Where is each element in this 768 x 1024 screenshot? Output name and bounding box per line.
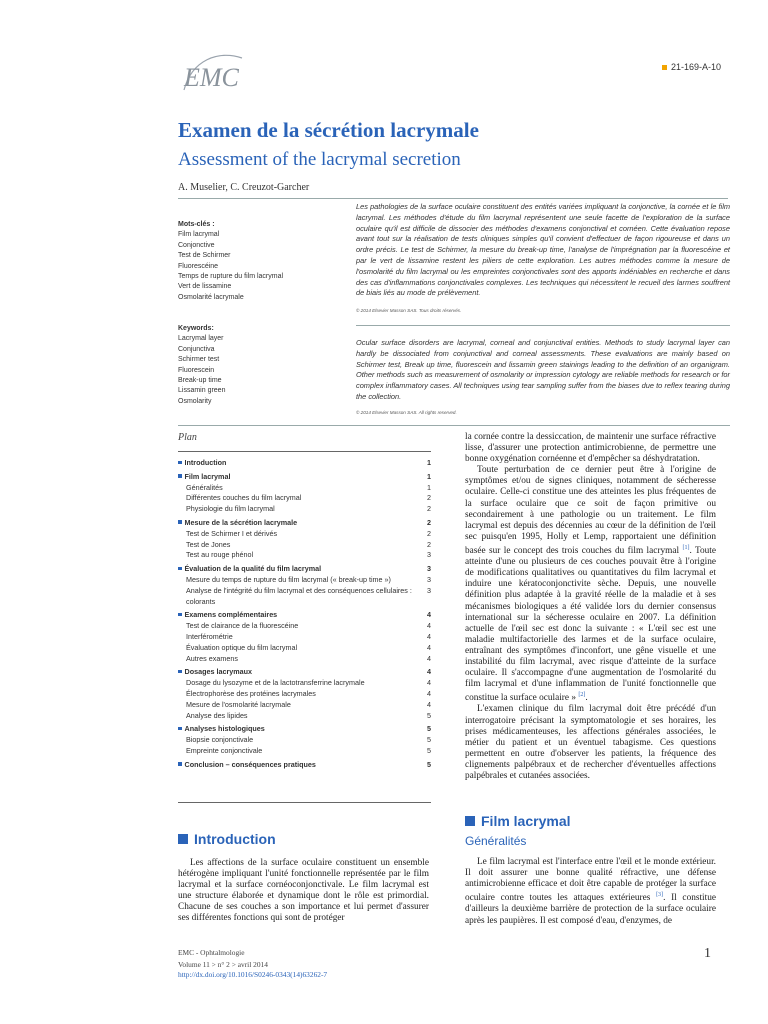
toc-label: Physiologie du film lacrymal — [186, 504, 275, 514]
toc-section-entry[interactable] — [178, 610, 431, 621]
toc-section-entry[interactable] — [178, 518, 431, 529]
plan-top-rule — [178, 451, 431, 452]
toc-label: Analyses histologiques — [178, 724, 265, 735]
keyword-item: Break-up time — [178, 377, 222, 385]
paragraph-text: . Toute atteinte d'une ou plusieurs de ces couches pouvait être à l'origine de modifications qualitatives ou quantitatives du film lacrymal et induire une kératoconjonctivite sèche. Depuis, une nouvelle définition plus adaptée à la gravité réelle de la maladie et à ses mécanismes biologiques a été validée lors du dernier consensus international sur la sécheresse oculaire en 2007. La définition actuelle de l'œil sec est donc la suivante : « L'œil sec est une maladie multifactorielle des larmes et de la surface oculaire, entraînant des symptômes d'inconfort, une gêne visuelle et une instabilité du film lacrymal, avec risque d'atteinte de la surface oculaire. Il s'accompagne d'une augmentation de l'osmolarité du film lacrymal et d'une inflammation de l'unité fonctionnelle que constitue la surface oculaire » — [465, 546, 717, 704]
keyword-item: Conjunctiva — [178, 345, 215, 353]
toc-page-number: 1 — [427, 482, 431, 492]
table-of-contents — [178, 458, 431, 771]
keywords-en-heading: Keywords: — [178, 325, 214, 332]
toc-section-entry[interactable] — [178, 458, 431, 469]
toc-section-entry[interactable] — [178, 564, 431, 575]
keyword-item: Fluorescéine — [178, 262, 219, 270]
toc-subsection-entry[interactable] — [178, 504, 431, 515]
toc-label: Conclusion – conséquences pratiques — [178, 760, 316, 771]
toc-subsection-entry[interactable] — [178, 700, 431, 711]
section-square-icon — [178, 834, 188, 844]
toc-page-number: 2 — [427, 517, 431, 527]
toc-page-number: 3 — [427, 585, 431, 595]
header-divider — [178, 198, 728, 199]
paragraph-text: . — [585, 693, 588, 704]
film-lacrymal-heading — [465, 813, 571, 829]
keywords-fr-heading: Mots-clés : — [178, 221, 215, 228]
paragraph-text: Toute perturbation de ce dernier peut être à l'origine de symptômes et/ou de signes cliniques, notamment de sécheresse oculaire. Celle-ci constitue une des atteintes les plus fréquentes de la surface oculaire que ce soit de façon primitive ou secondairement à une pathologie ou un traitement. Le film lacrymal est depuis des décennies au cœur de la définition de l'œil sec puisqu'en 1995, Holly et Lemp, rapportaient une définition basée sur le concept des trois couches du film lacrymal — [465, 465, 716, 557]
toc-subsection-entry[interactable] — [178, 632, 431, 643]
emc-logo — [178, 50, 248, 98]
logo-text: EMC — [184, 63, 239, 92]
keyword-item: Osmolarité lacrymale — [178, 293, 244, 301]
page-number: 1 — [704, 946, 711, 961]
toc-section-entry[interactable] — [178, 724, 431, 735]
toc-label: Évaluation optique du film lacrymal — [186, 642, 298, 652]
toc-page-number: 4 — [427, 610, 431, 620]
toc-page-number: 1 — [427, 458, 431, 467]
toc-label: Film lacrymal — [178, 472, 230, 483]
toc-page-number: 4 — [427, 631, 431, 641]
toc-subsection-entry[interactable] — [178, 711, 431, 722]
film-lacrymal-heading-text: Film lacrymal — [481, 813, 571, 829]
citation-link[interactable]: [1] — [682, 544, 690, 551]
toc-page-number: 4 — [427, 653, 431, 663]
toc-page-number: 4 — [427, 621, 431, 631]
toc-subsection-entry[interactable] — [178, 493, 431, 504]
plan-bottom-rule — [178, 802, 431, 803]
abstract-divider — [356, 325, 730, 326]
toc-subsection-entry[interactable] — [178, 575, 431, 586]
generalites-heading: Généralités — [465, 834, 527, 848]
toc-page-number: 2 — [427, 504, 431, 514]
toc-subsection-entry[interactable] — [178, 621, 431, 632]
toc-label: Mesure de l'osmolarité lacrymale — [186, 699, 291, 709]
plan-title: Plan — [178, 432, 197, 443]
right-column-text — [465, 432, 716, 782]
toc-page-number: 5 — [427, 759, 431, 769]
footer — [178, 948, 327, 979]
toc-page-number: 4 — [427, 642, 431, 652]
toc-page-number: 3 — [427, 550, 431, 560]
journal-name: EMC - Ophtalmologie — [178, 948, 245, 957]
toc-subsection-entry[interactable] — [178, 483, 431, 494]
citation-link[interactable]: [2] — [578, 692, 586, 699]
toc-label: Autres examens — [186, 653, 238, 663]
toc-label: Test au rouge phénol — [186, 550, 254, 560]
introduction-heading — [178, 831, 276, 847]
keyword-item: Test de Schirmer — [178, 252, 231, 260]
doi-link[interactable]: http://dx.doi.org/10.1016/S0246-0343(14)63262-7 — [178, 969, 328, 979]
toc-page-number: 4 — [427, 667, 431, 677]
toc-page-number: 2 — [427, 528, 431, 538]
abstract-bottom-divider — [178, 425, 730, 426]
copyright-fr: © 2014 Elsevier Masson SAS. Tous droits réservés. — [356, 308, 462, 313]
keyword-item: Schirmer test — [178, 356, 220, 364]
paragraph-text: . Il constitue d'ailleurs la deuxième barrière de protection de la surface oculaire après les paupières. Il est composé d'eau, d'enzymes, de — [465, 893, 717, 926]
keyword-item: Vert de lissamine — [178, 283, 232, 291]
toc-label: Introduction — [178, 458, 226, 469]
toc-page-number: 4 — [427, 688, 431, 698]
keyword-item: Lacrymal layer — [178, 335, 224, 343]
toc-label: Test de clairance de la fluorescéine — [186, 621, 299, 631]
paragraph: L'examen clinique du film lacrymal doit être précédé d'un interrogatoire précisant la symptomatologie et ses horaires, les prises médicamenteuses, les affections générales associées, le métier du patient et un éventuel tabagisme. Ces questions permettent en outre d'observer les patients, la fréquence des clignements palpébraux et de rechercher d'éventuelles affections palpébrales et cutanées associées. — [465, 704, 716, 781]
volume-info: Volume 11 > n° 2 > avril 2014 — [178, 960, 268, 970]
generalites-body — [465, 857, 716, 927]
section-square-icon — [465, 816, 475, 826]
toc-label: Différentes couches du film lacrymal — [186, 493, 302, 503]
reference-square-icon — [662, 65, 667, 70]
introduction-body — [178, 858, 429, 925]
toc-subsection-entry[interactable] — [178, 689, 431, 700]
keyword-item: Osmolarity — [178, 397, 212, 405]
authors: A. Muselier, C. Creuzot-Garcher — [178, 182, 310, 193]
toc-page-number: 4 — [427, 678, 431, 688]
keyword-item: Lissamin green — [178, 387, 226, 395]
toc-page-number: 1 — [427, 471, 431, 481]
article-reference — [662, 62, 721, 72]
toc-label: Test de Jones — [186, 539, 231, 549]
abstract-fr: Les pathologies de la surface oculaire constituent des entités variées impliquant la conjonctive, la cornée et le film lacrymal. Les méthodes d'étude du film lacrymal représentent une seule facette de l'exploration de la surface oculaire qu'il est difficile de dissocier des méthodes d'examens conjonctival et cornéen. Cette évaluation repose avant tout sur la réalisation de tests cliniques simples qu'il convient d'effectuer de façon rigoureuse et dans un ordre précis. Le test de Schirmer, la mesure du break-up time, l'analyse de l'imprégnation par la fluorescéine et par le vert de lissamine restent les piliers de cette exploration. Les autres méthodes comme la mesure de l'osmolarité du film lacrymal ou les empreintes conjonctivales sont des apports indéniables en recherche et dans des cas d'inflammations conjonctivales complexes. Les techniques qui nécessitent le recueil des larmes souffrent de biais liés au mode de prélèvement. — [356, 202, 730, 298]
toc-page-number: 2 — [427, 493, 431, 503]
toc-subsection-entry[interactable] — [178, 540, 431, 551]
toc-page-number: 2 — [427, 539, 431, 549]
toc-label: Évaluation de la qualité du film lacrymal — [178, 564, 321, 575]
toc-label: Interférométrie — [186, 631, 233, 641]
citation-link[interactable]: [3] — [656, 892, 664, 899]
toc-label: Analyse des lipides — [186, 710, 248, 720]
keyword-item: Temps de rupture du film lacrymal — [178, 273, 284, 281]
toc-page-number: 4 — [427, 699, 431, 709]
toc-label: Analyse de l'intégrité du film lacrymal et des conséquences cellulaires : colorants — [186, 585, 412, 606]
toc-label: Électrophorèse des protéines lacrymales — [186, 688, 316, 698]
toc-label: Test de Schirmer I et dérivés — [186, 528, 278, 538]
article-subtitle: Assessment of the lacrymal secretion — [178, 149, 461, 170]
toc-subsection-entry[interactable] — [178, 643, 431, 654]
keywords-fr — [178, 220, 338, 303]
article-title: Examen de la sécrétion lacrymale — [178, 118, 479, 142]
toc-page-number: 5 — [427, 745, 431, 755]
toc-subsection-entry[interactable] — [178, 550, 431, 561]
paragraph — [465, 465, 716, 704]
keywords-en — [178, 324, 338, 407]
toc-label: Mesure du temps de rupture du film lacrymal (« break-up time ») — [186, 574, 391, 584]
toc-page-number: 3 — [427, 564, 431, 574]
toc-label: Généralités — [186, 482, 223, 492]
introduction-heading-text: Introduction — [194, 831, 276, 847]
toc-label: Dosage du lysozyme et de la lactotransferrine lacrymale — [186, 678, 365, 688]
toc-subsection-entry[interactable] — [178, 735, 431, 746]
toc-page-number: 5 — [427, 724, 431, 734]
keyword-item: Fluorescein — [178, 366, 215, 374]
toc-subsection-entry[interactable] — [178, 746, 431, 757]
toc-page-number: 5 — [427, 735, 431, 745]
introduction-paragraph: Les affections de la surface oculaire constituent un ensemble hétérogène impliquant l'unité fonctionnelle représentée par le film lacrymal et la surface cornéoconjonctivale. Le film lacrymal est une structure élaborée et dynamique dont le rôle est primordial. Chacune de ses couches a son importance et lui permet d'assurer ses différentes fonctions qui sont de protéger — [178, 858, 429, 924]
toc-section-entry[interactable] — [178, 760, 431, 771]
toc-subsection-entry[interactable] — [178, 654, 431, 665]
toc-label: Examens complémentaires — [178, 610, 277, 621]
toc-subsection-entry[interactable] — [178, 529, 431, 540]
abstract-en: Ocular surface disorders are lacrymal, corneal and conjunctival entities. Methods to study lacrymal layer can hardly be dissociated from conjunctival and corneal assessments. These evaluations are mainly based on Schirmer test, Break up time, fluorescein and lissamin green stainings leading to the definition of an organigram. Other methods such as measurement of osmolarity or impression cytology are reliable methods for research or for complex inflammatory cases. All techniques using tear sampling suffer from the biases due to reflex tearing during the collection. — [356, 338, 730, 401]
toc-label: Biopsie conjonctivale — [186, 735, 254, 745]
copyright-en: © 2014 Elsevier Masson SAS. All rights reserved. — [356, 410, 457, 415]
toc-subsection-entry[interactable] — [178, 586, 431, 608]
toc-section-entry[interactable] — [178, 667, 431, 678]
paragraph-text: Le film lacrymal est l'interface entre l'œil et le monde extérieur. Il doit assurer une bonne qualité réfractive, une défense antimicrobienne efficace et doit être capable de protéger la surface oculaire contre toutes les attaques extérieures — [465, 857, 716, 904]
toc-section-entry[interactable] — [178, 472, 431, 483]
toc-subsection-entry[interactable] — [178, 678, 431, 689]
toc-page-number: 5 — [427, 710, 431, 720]
paragraph — [465, 857, 716, 927]
keyword-item: Conjonctive — [178, 241, 215, 249]
toc-page-number: 3 — [427, 574, 431, 584]
reference-code: 21-169-A-10 — [671, 62, 722, 72]
paragraph: la cornée contre la dessiccation, de maintenir une surface réfractive lisse, d'assurer une protection antimicrobienne, de permettre une bonne oxygénation cornéenne et d'empêcher sa déshydratation. — [465, 432, 716, 465]
toc-label: Dosages lacrymaux — [178, 667, 252, 678]
toc-label: Empreinte conjonctivale — [186, 745, 263, 755]
toc-label: Mesure de la sécrétion lacrymale — [178, 518, 297, 529]
keyword-item: Film lacrymal — [178, 231, 220, 239]
